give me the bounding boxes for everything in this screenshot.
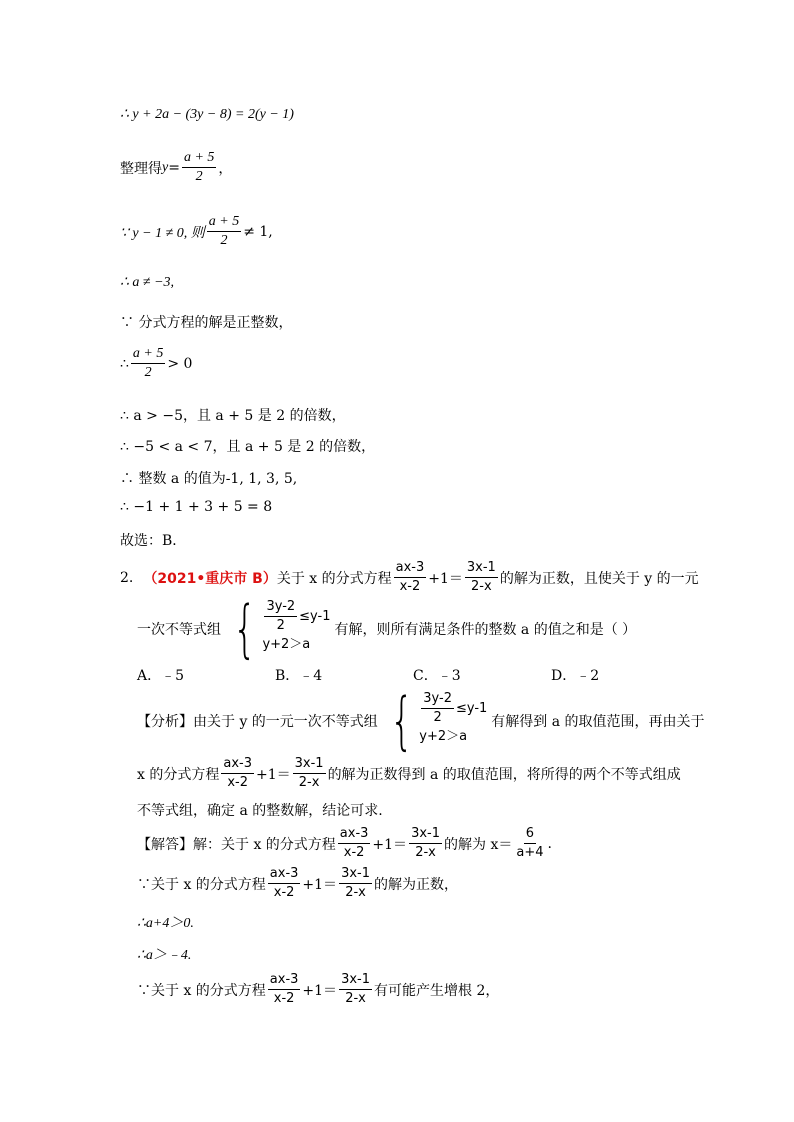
question-number: 2. [120,569,134,586]
derivation-line-8: ∴ −5 < a < 7，且 a + 5 是 2 的倍数， [120,439,376,455]
fraction: $\frac{3x-1}{2-x}$ [341,972,370,1006]
fraction: $\frac{ax-3}{x-2}$ [339,826,369,860]
fraction: $\frac{ax-3}{x-2}$ [395,560,425,594]
fraction: $\frac{ax-3}{x-2}$ [269,972,299,1006]
fraction: $\frac{3x-1}{2-x}$ [294,756,324,790]
derivation-line-3: ∵ y − 1 ≠ 0, 则 $\frac{a + 5}{2}$ ≠ 1, [120,214,273,248]
left-brace: { [232,592,257,665]
fraction: $\frac{ax-3}{x-2}$ [223,756,252,790]
option-b[interactable]: B．﹣4 [275,668,323,684]
analysis-line-2: x 的分式方程 $\frac{ax-3}{x-2}$ +1＝ $\frac{3x-1}{2-x}$ 的解为正数得到 a 的取值范围，将所得的两个不等式组成 [137,756,681,790]
fraction: $\frac{3x-1}{2-x}$ [411,826,440,860]
derivation-line-4: ∴ a ≠ −3, [120,275,175,290]
derivation-line-1: ∴ y + 2a − (3y − 8) = 2(y − 1) [120,107,294,122]
fraction: $\frac{3x-1}{2-x}$ [341,866,370,900]
question-2-line-2: 一次不等式组 { $\frac{3y-2}{2}$ ≤y-1 y+2＞a 有解，则所有满足条件的整数 a 的值之和是（ ） [137,592,637,665]
question-source: （2021•重庆市 B） [143,570,277,587]
option-a[interactable]: A．﹣5 [137,668,185,684]
fraction: $\frac{3y-2}{2}$ [266,598,296,633]
fraction: $\frac{3y-2}{2}$ [423,690,452,725]
option-c[interactable]: C．﹣3 [413,668,461,684]
solution-tag: 【解答】 [137,836,193,853]
left-brace: { [389,684,414,757]
fraction: $\frac{a + 5}{2}$ [208,214,240,248]
derivation-line-11: 故选：B． [120,533,187,549]
derivation-line-2: 整理得 y = $\frac{a + 5}{2}$ ， [120,150,233,184]
derivation-line-9: ∴ 整数 a 的值为-1, 1, 3, 5, [120,471,298,487]
derivation-line-7: ∴ a > −5，且 a + 5 是 2 的倍数， [120,408,346,424]
fraction: $\frac{3x-1}{2-x}$ [466,560,496,594]
derivation-line-10: ∴ −1 + 1 + 3 + 5 = 8 [120,499,273,515]
solution-line-2: ∵关于 x 的分式方程 $\frac{ax-3}{x-2}$ +1＝ $\frac{3x-1}{2-x}$ 的解为正数， [137,866,458,900]
analysis-line-3: 不等式组，确定 a 的整数解，结论可求. [137,803,383,819]
fraction: $\frac{a + 5}{2}$ [183,150,215,184]
solution-line-5: ∵关于 x 的分式方程 $\frac{ax-3}{x-2}$ +1＝ $\frac{3x-1}{2-x}$ 有可能产生增根 2， [137,972,500,1006]
analysis-line-1: 【分析】 由关于 y 的一元一次不等式组 { $\frac{3y-2}{2}$ ≤y-1 y+2＞a 有解得到 a 的取值范围，再由关于 [137,684,705,757]
derivation-line-6: ∴ $\frac{a + 5}{2}$ > 0 [120,346,193,380]
answer-options [137,665,689,685]
question-2-line-1: 2. （2021•重庆市 B） 关于 x 的分式方程 $\frac{ax-3}{x-2}$ +1＝ $\frac{3x-1}{2-x}$ 的解为正数，且使关于 y 的一元 [120,560,699,594]
solution-line-3: ∴a+4＞0. [137,916,194,931]
solution-line-1: 【解答】 解：关于 x 的分式方程 $\frac{ax-3}{x-2}$ +1＝ $\frac{3x-1}{2-x}$ 的解为 x＝ $\frac{6}{a+4}$ . [137,826,552,860]
fraction: $\frac{6}{a+4}$ [516,826,544,860]
fraction: $\frac{ax-3}{x-2}$ [269,866,299,900]
analysis-tag: 【分析】 [137,714,193,730]
derivation-line-5: ∵ 分式方程的解是正整数， [120,315,293,331]
inequality-system: { $\frac{3y-2}{2}$ ≤y-1 y+2＞a [389,684,488,757]
fraction: $\frac{a + 5}{2}$ [132,346,164,380]
solution-line-4: ∴a＞﹣4. [137,948,192,963]
inequality-system: { $\frac{3y-2}{2}$ ≤y-1 y+2＞a [232,592,331,665]
option-d[interactable]: D．﹣2 [551,668,600,684]
